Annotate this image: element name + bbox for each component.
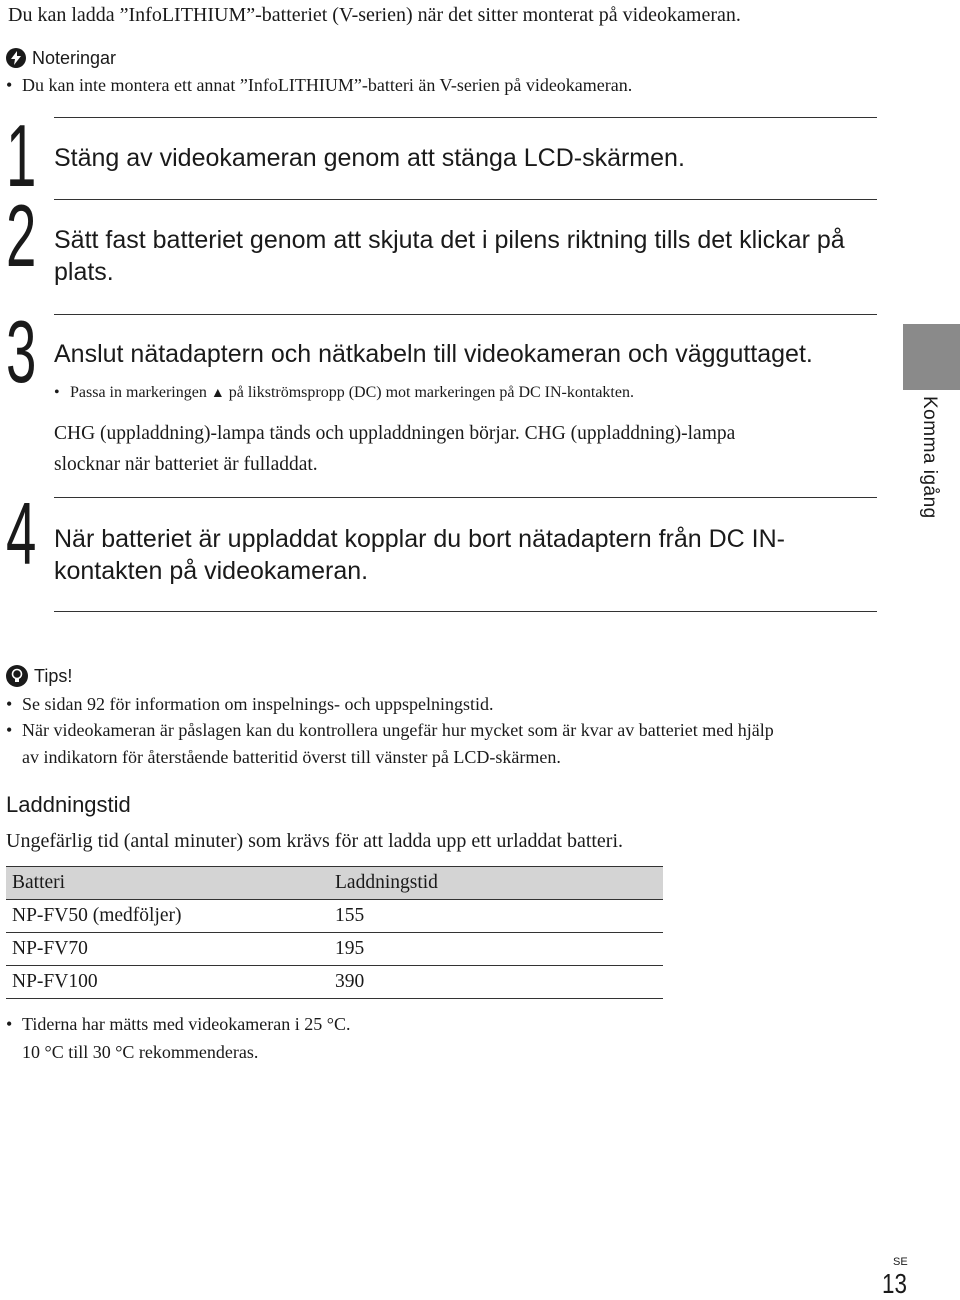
divider bbox=[54, 314, 877, 315]
section-description: Ungefärlig tid (antal minuter) som krävs för att ladda upp ett urladdat batteri. bbox=[6, 830, 624, 852]
footnote-line: Tiderna har mätts med videokameran i 25 °C. bbox=[22, 1014, 351, 1034]
divider bbox=[54, 497, 877, 498]
sub-bullet-before: Passa in markeringen bbox=[70, 384, 207, 401]
notes-item: • Du kan inte montera ett annat ”InfoLITHIUM”-batteri än V-serien på videokameran. bbox=[6, 75, 633, 95]
footnote: • Tiderna har mätts med videokameran i 25 °C. 10 °C till 30 °C rekommenderas. bbox=[6, 1010, 350, 1066]
divider bbox=[54, 117, 877, 118]
table-header-row bbox=[6, 867, 663, 900]
step-number: 4 bbox=[6, 484, 36, 583]
divider bbox=[54, 199, 877, 200]
lightbulb-icon bbox=[6, 665, 28, 687]
step-number: 1 bbox=[6, 106, 36, 205]
step-number: 3 bbox=[6, 302, 36, 401]
table-row bbox=[6, 900, 663, 933]
time-cell: 155 bbox=[335, 905, 365, 926]
triangle-mark-icon: ▲ bbox=[210, 386, 225, 401]
column-header-battery: Batteri bbox=[12, 872, 66, 893]
page-number: 13 bbox=[882, 1268, 907, 1299]
step-text-line: När batteriet är uppladdat kopplar du bort nätadaptern från DC IN- bbox=[54, 525, 785, 553]
battery-cell: NP-FV70 bbox=[12, 938, 88, 959]
column-header-charging-time: Laddningstid bbox=[335, 872, 438, 893]
section-tab-label: Komma igång bbox=[919, 396, 940, 519]
note-icon bbox=[6, 48, 26, 68]
charging-table bbox=[6, 866, 663, 999]
step-text: Anslut nätadaptern och nätkabeln till videokameran och vägguttaget. bbox=[54, 340, 813, 368]
intro-text: Du kan ladda ”InfoLITHIUM”-batteriet (V-serien) när det sitter monterat på videokameran. bbox=[8, 4, 741, 26]
tips-item: • När videokameran är påslagen kan du kontrollera ungefär hur mycket som är kvar av batteriet med hjälp bbox=[6, 720, 774, 740]
page-region-label: SE bbox=[893, 1256, 908, 1268]
battery-cell: NP-FV100 bbox=[12, 971, 98, 992]
step-text-line: kontakten på videokameran. bbox=[54, 557, 369, 585]
tips-heading-label: Tips! bbox=[34, 666, 73, 686]
step-body-line: slocknar när batteriet är fulladdat. bbox=[54, 454, 318, 475]
step-text-line: plats. bbox=[54, 258, 114, 286]
notes-heading bbox=[6, 46, 116, 70]
step-text: Stäng av videokameran genom att stänga LCD-skärmen. bbox=[54, 144, 685, 172]
step-sub-bullet: • Passa in markeringen ▲ på likströmspropp (DC) mot markeringen på DC IN-kontakten. bbox=[54, 384, 634, 401]
time-cell: 390 bbox=[335, 971, 365, 992]
section-title: Laddningstid bbox=[6, 792, 131, 817]
time-cell: 195 bbox=[335, 938, 365, 959]
section-tab-marker bbox=[903, 324, 960, 390]
tips-heading bbox=[6, 664, 72, 688]
notes-heading-label: Noteringar bbox=[32, 48, 117, 68]
tips-item-continued: av indikatorn för återstående batteritid överst till vänster på LCD-skärmen. bbox=[22, 747, 561, 767]
tips-item-text: När videokameran är påslagen kan du kontrollera ungefär hur mycket som är kvar av batteriet med hjälp bbox=[22, 720, 774, 740]
sub-bullet-after: på likströmspropp (DC) mot markeringen på DC IN-kontakten. bbox=[228, 384, 634, 401]
step-number: 2 bbox=[6, 186, 36, 285]
tips-item-text: Se sidan 92 för information om inspelnings- och uppspelningstid. bbox=[22, 694, 494, 714]
notes-item-text: Du kan inte montera ett annat ”InfoLITHIUM”-batteri än V-serien på videokameran. bbox=[22, 75, 633, 95]
step-text-line: Sätt fast batteriet genom att skjuta det i pilens riktning tills det klickar på bbox=[54, 226, 845, 254]
footnote-line: 10 °C till 30 °C rekommenderas. bbox=[22, 1042, 259, 1062]
tips-item: • Se sidan 92 för information om inspelnings- och uppspelningstid. bbox=[6, 694, 494, 714]
divider bbox=[54, 611, 877, 612]
table-row bbox=[6, 966, 663, 999]
table-row bbox=[6, 933, 663, 966]
battery-cell: NP-FV50 (medföljer) bbox=[12, 905, 182, 926]
step-body-line: CHG (uppladdning)-lampa tänds och uppladdningen börjar. CHG (uppladdning)-lampa bbox=[54, 423, 736, 444]
